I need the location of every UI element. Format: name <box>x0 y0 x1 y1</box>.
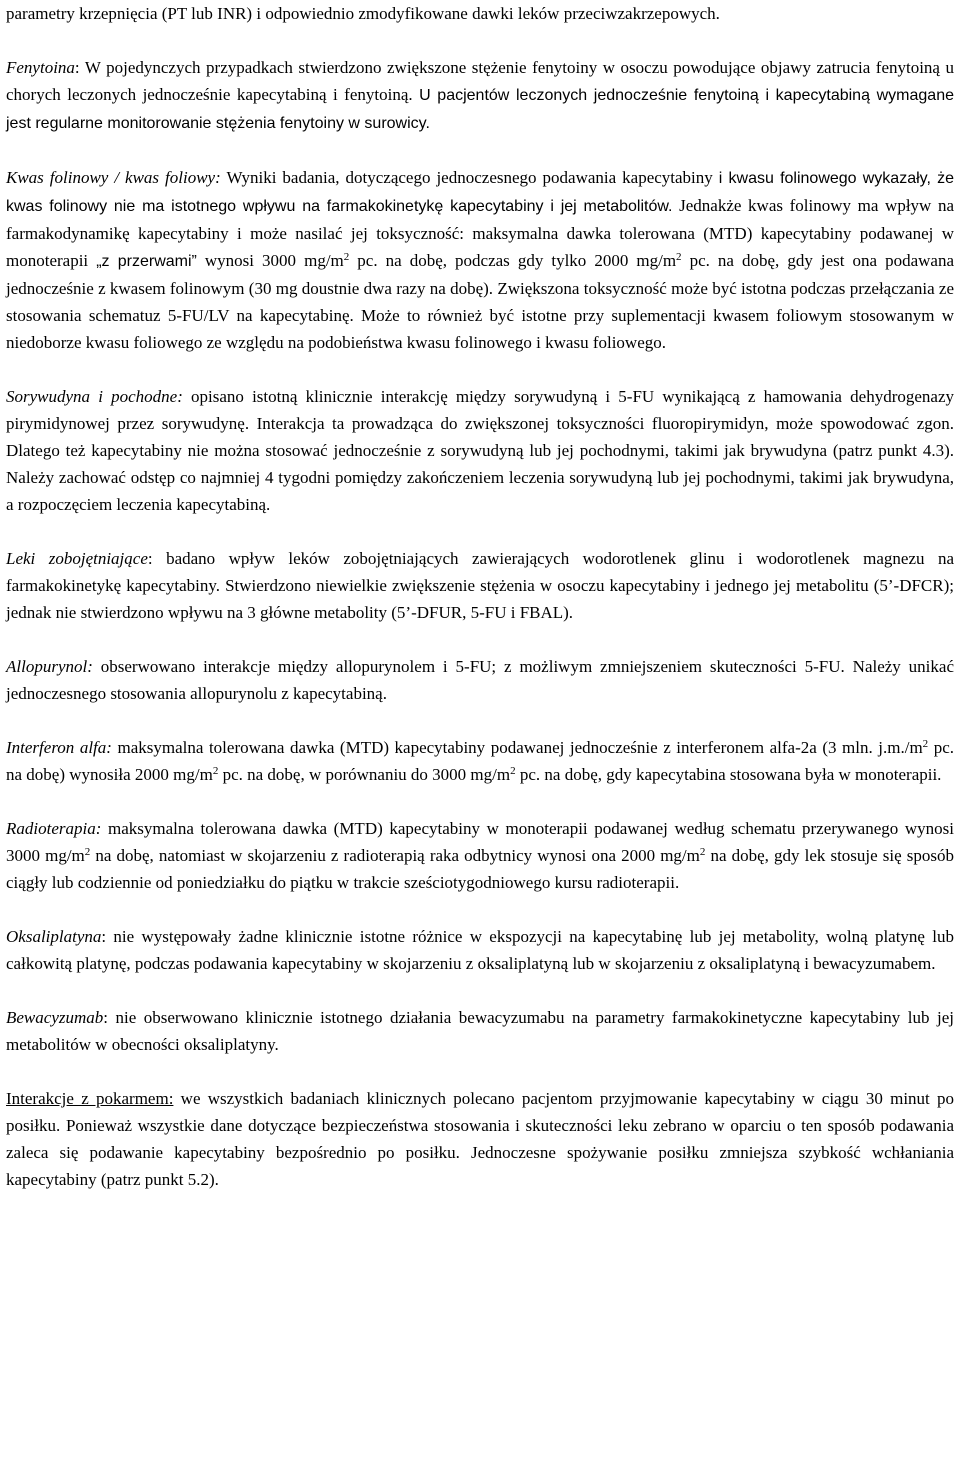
document-page <box>6 0 954 1220</box>
radioterapia-text-3: na dobę, gdy lek stosuje się sposób ciągły lub codziennie od poniedziałku do piątku w trakcie sześciotygodniowego kursu radioterapii. <box>6 846 954 892</box>
pokarm-text: we wszystkich badaniach klinicznych polecano pacjentom przyjmowanie kapecytabiny w ciągu 30 minut po posiłku. Ponieważ wszystkie dane dotyczące bezpieczeństwa stosowania i skuteczności leku zebrano w oparciu o ten sposób podawania zaleca się podawanie kapecytabiny bezpośrednio po posiłku. Jednoczesne spożywanie posiłku zmniejsza szybkość wchłaniania kapecytabiny (patrz punkt 5.2). <box>6 1089 955 1189</box>
paragraph-interakcje-z-pokarmem <box>6 1085 954 1193</box>
leki-text: : badano wpływ leków zobojętniających zawierających wodorotlenek glinu i wodorotlenek magnezu na farmakokinetykę kapecytabiny. Stwierdzono niewielkie zwiększenie stężenia w osoczu kapecytabiny i jednego jej metabolitu (5’-DFCR); jednak nie stwierdzono wpływu na 3 główne metabolity (5’-DFUR, 5-FU i FBAL). <box>6 549 955 622</box>
kwas-folinowy-label: Kwas folinowy / kwas foliowy: <box>6 168 221 187</box>
kwas-text-4: „z przerwami” <box>96 253 197 270</box>
paragraph-fenytoina <box>6 54 954 137</box>
paragraph-bewacyzumab <box>6 1004 954 1058</box>
intro-text: parametry krzepnięcia (PT lub INR) i odpowiednio zmodyfikowane dawki leków przeciwzakrzepowych. <box>6 4 720 23</box>
interferon-text-1: maksymalna tolerowana dawka (MTD) kapecytabiny podawanej jednocześnie z interferonem alfa-2a (3 mln. j.m./m <box>111 738 923 757</box>
paragraph-kwas-folinowy <box>6 164 954 356</box>
radioterapia-superscript-1: 2 <box>84 846 91 858</box>
radioterapia-superscript-2: 2 <box>699 846 706 858</box>
kwas-text-1: Wyniki badania, dotyczącego jednoczesnego podawania kapecytabiny <box>220 168 719 187</box>
kwas-text-3: Jednakże kwas folinowy ma wpływ na farmakodynamikę kapecytabiny i może nasilać jej toksyczność: maksymalna dawka tolerowana (MTD) kapecytabiny podawanej w monoterapii <box>6 196 954 270</box>
interferon-text-4: pc. na dobę, gdy kapecytabina stosowana była w monoterapii. <box>515 765 942 784</box>
oksaliplatyna-text: : nie występowały żadne klinicznie istotne różnice w ekspozycji na kapecytabinę lub jej metabolity, wolną platynę lub całkowitą platynę, podczas podawania kapecytabiny w skojarzeniu z oksaliplatyną lub w skojarzeniu z oksaliplatyną i bewacyzumabem. <box>6 927 954 973</box>
bewacyzumab-label: Bewacyzumab <box>6 1008 104 1027</box>
radioterapia-text-1: maksymalna tolerowana dawka (MTD) kapecytabiny w monoterapii podawanej według schematu przerywanego wynosi 3000 mg/m <box>6 819 954 865</box>
kwas-text-7: pc. na dobę, gdy jest ona podawana jednocześnie z kwasem folinowym (30 mg doustnie dwa razy na dobę). Zwiększona toksyczność może być istotna podczas przełączania ze stosowania schematuz 5-FU/LV na kapecytabinę. Może to również być istotne przy suplementacji kwasem foliowym stosowanym w niedoborze kwasu foliowego ze względu na podobieństwa kwasu folinowego i kwasu foliowego. <box>6 251 954 352</box>
paragraph-radioterapia <box>6 815 954 896</box>
interferon-text-2: pc. na dobę) wynosiła 2000 mg/m <box>6 738 955 784</box>
fenytoina-text-1: : W pojedynczych przypadkach stwierdzono zwiększone stężenie fenytoiny w osoczu powodujące objawy zatrucia fenytoiną u chorych leczonych jednocześnie kapecytabiną i fenytoiną. <box>6 58 954 104</box>
radioterapia-label: Radioterapia: <box>6 819 102 838</box>
allopurynol-label: Allopurynol: <box>6 657 93 676</box>
paragraph-intro <box>6 0 954 27</box>
paragraph-interferon <box>6 734 954 788</box>
kwas-text-6: pc. na dobę, podczas gdy tylko 2000 mg/m <box>349 251 677 270</box>
interferon-superscript-2: 2 <box>212 765 219 777</box>
paragraph-sorywudyna <box>6 383 954 518</box>
kwas-superscript-2: 2 <box>676 251 682 263</box>
sorywudyna-label: Sorywudyna i pochodne: <box>6 387 183 406</box>
paragraph-oksaliplatyna <box>6 923 954 977</box>
pokarm-label: Interakcje z pokarmem: <box>6 1089 174 1108</box>
oksaliplatyna-label: Oksaliplatyna <box>6 927 102 946</box>
allopurynol-text: obserwowano interakcje między allopurynolem i 5-FU; z możliwym zmniejszeniem skuteczności 5-FU. Należy unikać jednoczesnego stosowania allopurynolu z kapecytabiną. <box>6 657 954 703</box>
sorywudyna-text: opisano istotną klinicznie interakcję między sorywudyną i 5-FU wynikającą z hamowania dehydrogenazy pirymidynowej przez sorywudynę. Interakcja ta prowadząca do zwiększonej toksyczności fluoropirymidyn, może spowodować zgon. Dlatego też kapecytabiny nie można stosować jednocześnie z sorywudyną lub jej pochodnymi, takimi jak brywudyna (patrz punkt 4.3). Należy zachować odstęp co najmniej 4 tygodni pomiędzy zakończeniem leczenia sorywudyną lub jej pochodnymi, takimi jak brywudyna, a rozpoczęciem leczenia kapecytabiną. <box>6 387 954 514</box>
interferon-label: Interferon alfa: <box>6 738 112 757</box>
paragraph-leki-zobojetniajace <box>6 545 954 626</box>
radioterapia-text-2: na dobę, natomiast w skojarzeniu z radioterapią raka odbytnicy wynosi ona 2000 mg/m <box>90 846 700 865</box>
kwas-superscript-1: 2 <box>343 251 350 263</box>
fenytoina-label: Fenytoina <box>6 58 75 77</box>
kwas-text-5: wynosi 3000 mg/m <box>196 251 344 270</box>
kwas-text-2: i kwasu folinowego wykazały, że kwas folinowy nie ma istotnego wpływu na farmakokinetykę kapecytabiny i jej metabolitów. <box>6 170 955 215</box>
interferon-text-3: pc. na dobę, w porównaniu do 3000 mg/m <box>218 765 511 784</box>
leki-label: Leki zobojętniające <box>6 549 148 568</box>
bewacyzumab-text: : nie obserwowano klinicznie istotnego działania bewacyzumabu na parametry farmakokinetyczne kapecytabiny lub jej metabolitów w obecności oksaliplatyny. <box>6 1008 954 1054</box>
paragraph-allopurynol <box>6 653 954 707</box>
interferon-superscript-3: 2 <box>510 765 516 777</box>
interferon-superscript-1: 2 <box>922 738 929 750</box>
fenytoina-text-2: U pacjentów leczonych jednocześnie fenytoiną i kapecytabiną wymagane jest regularne monitorowanie stężenia fenytoiny w surowicy. <box>6 87 954 132</box>
